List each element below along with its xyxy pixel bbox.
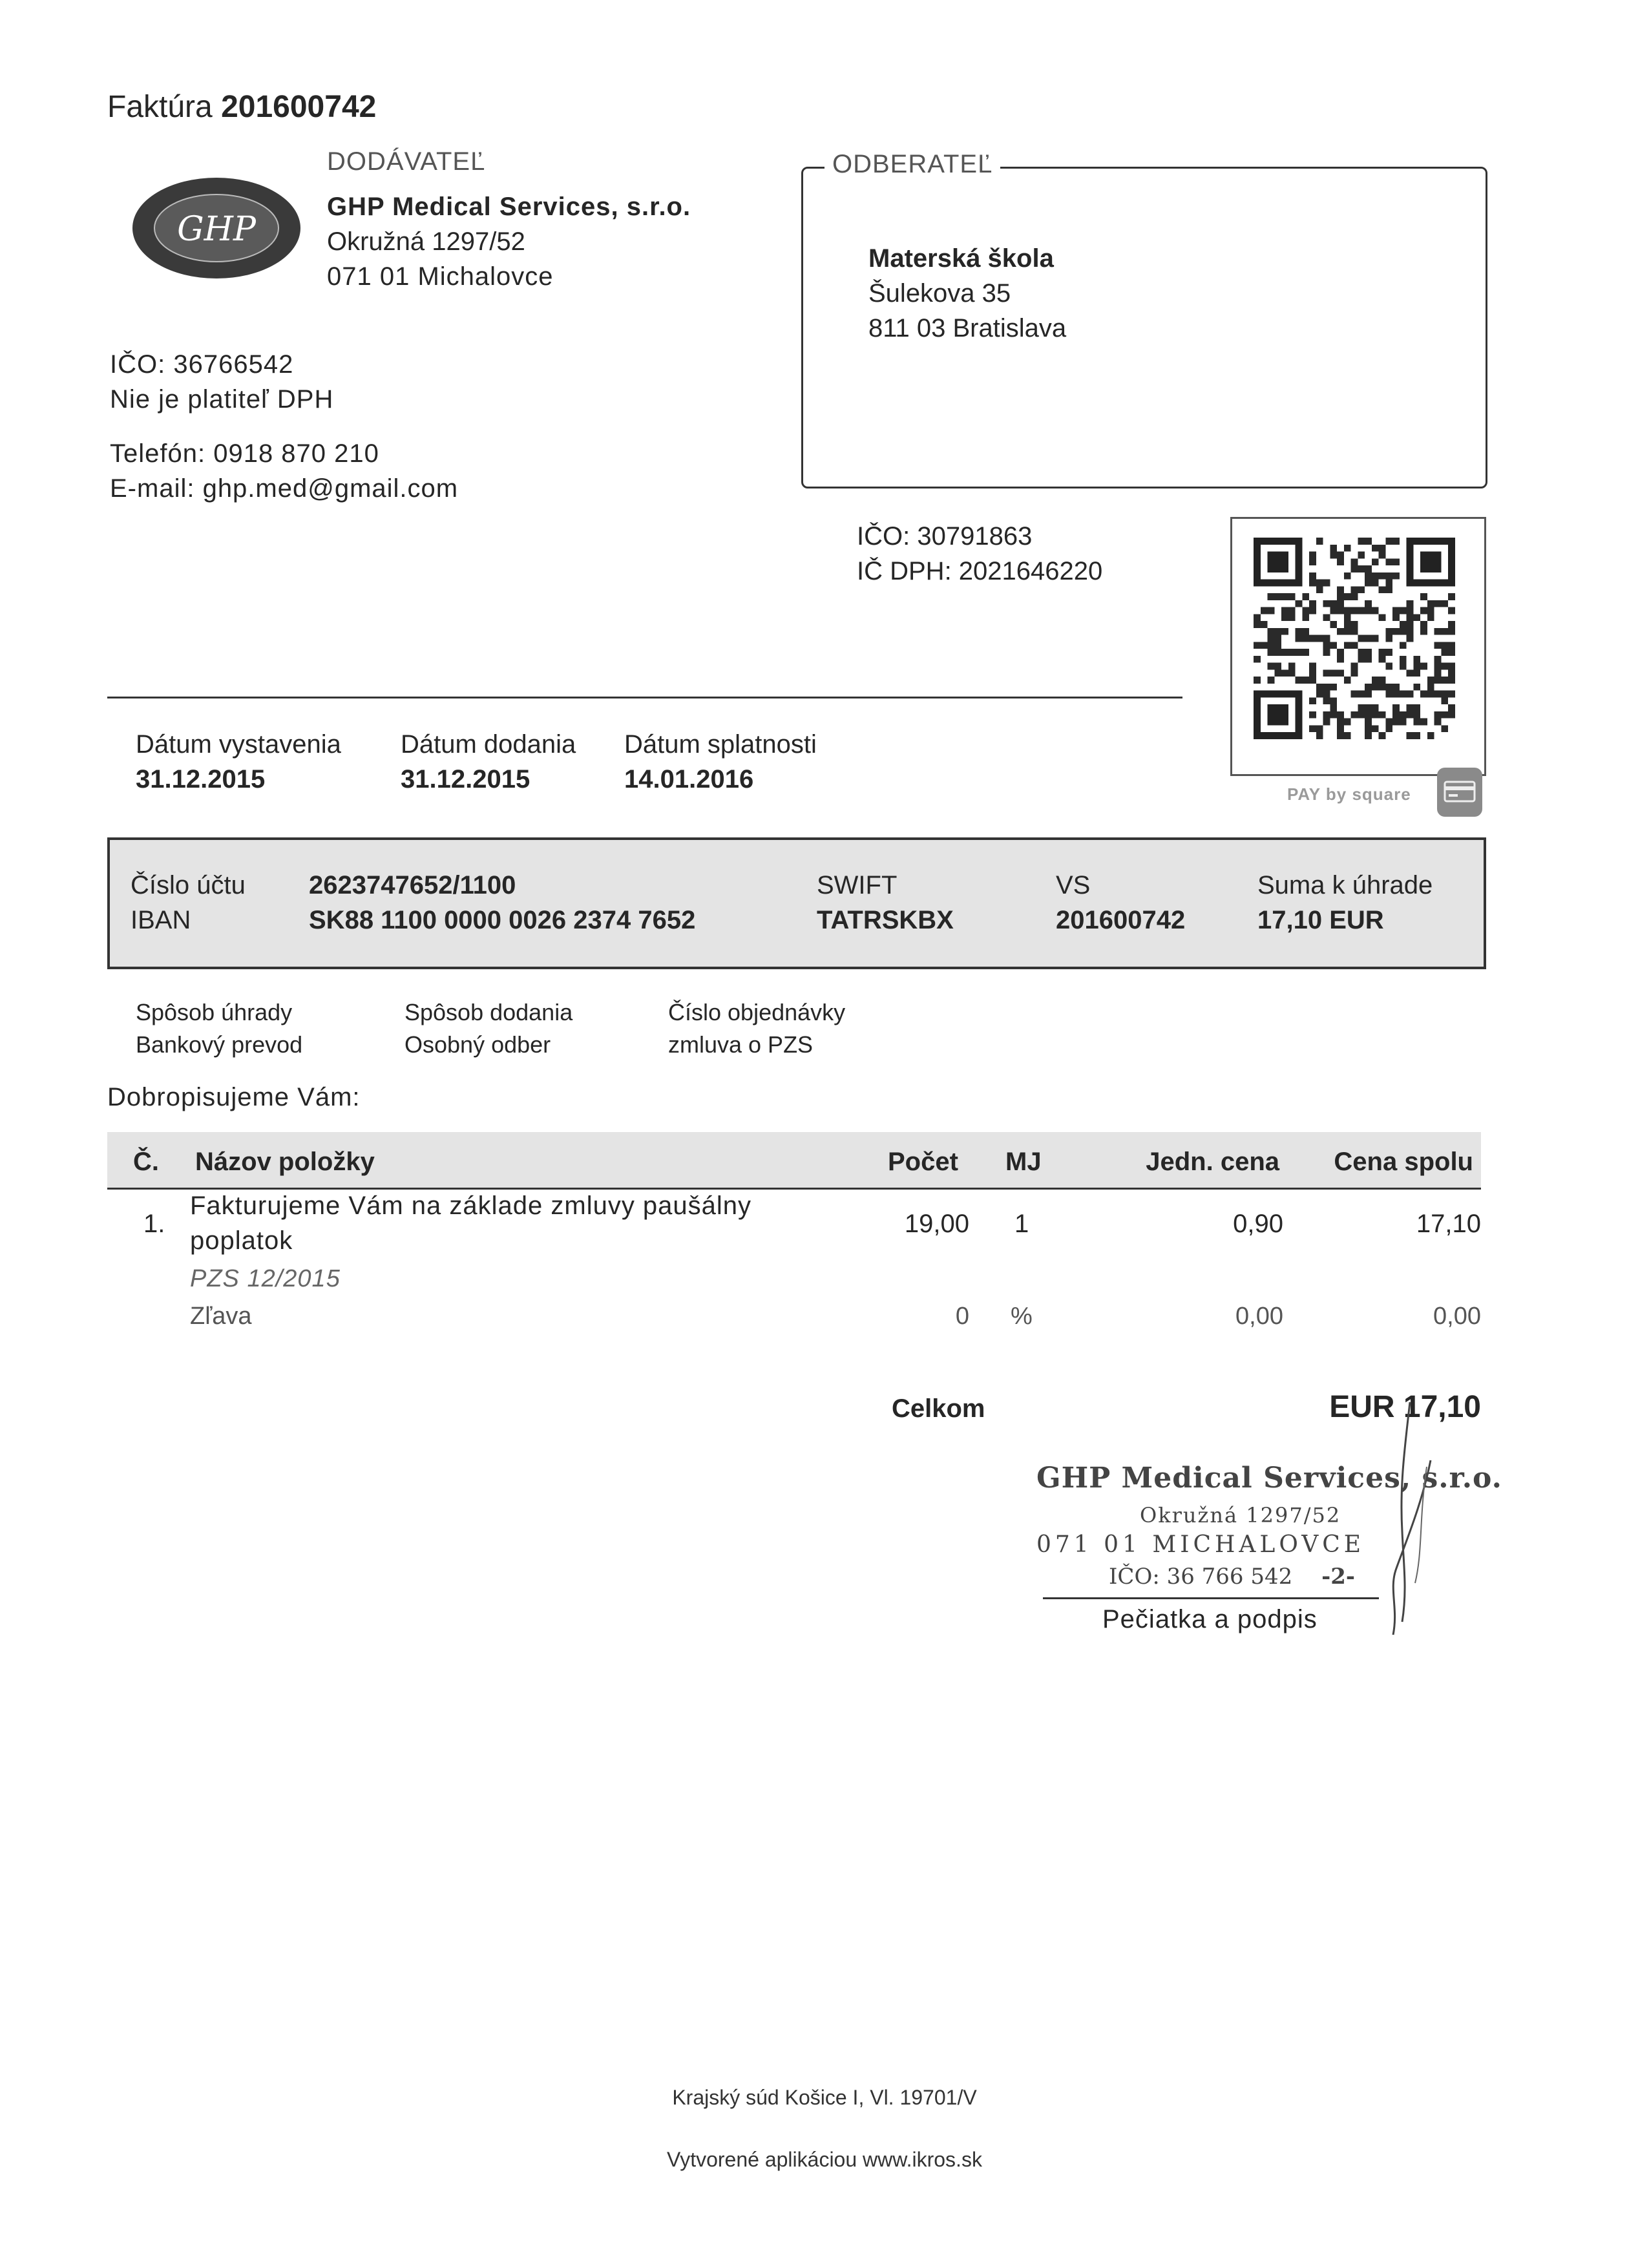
payment-method-label: Spôsob úhrady [136,999,293,1025]
invoice-number: 201600742 [221,90,377,124]
customer-city: 811 03 Bratislava [868,314,1067,342]
issue-date-label: Dátum vystavenia [136,730,341,759]
supplier-heading: DODÁVATEĽ [327,147,486,176]
total-currency: EUR [1329,1390,1395,1424]
qr-code-icon [1254,538,1455,739]
delivery-date-value: 31.12.2015 [401,765,530,793]
iban-label: IBAN [131,906,191,934]
total-label: Celkom [892,1394,985,1423]
customer-dic: IČ DPH: 2021646220 [857,557,1103,585]
col-unit-header: MJ [1005,1148,1042,1176]
delivery-method-value: Osobný odber [404,1031,551,1058]
issue-date-value: 31.12.2015 [136,765,266,793]
stamp-line4 [1109,1564,1355,1590]
item-unit: 1 [1014,1210,1029,1238]
discount-qty: 0 [955,1303,969,1330]
customer-name: Materská škola [868,244,1054,273]
sum-value: 17,10 EUR [1257,906,1384,934]
discount-label: Zľava [190,1303,252,1330]
customer-ico: IČO: 30791863 [857,522,1033,551]
pay-by-square-icon [1436,766,1484,818]
invoice-title [107,89,376,125]
header-divider [107,697,1182,698]
signature-label: Pečiatka a podpis [1102,1605,1318,1633]
supplier-vat-status: Nie je platiteľ DPH [110,385,334,414]
svg-text:GHP: GHP [177,210,256,249]
intro-text: Dobropisujeme Vám: [107,1083,361,1111]
vs-label: VS [1056,871,1091,899]
created-by: Vytvorené aplikáciou www.ikros.sk [667,2148,982,2171]
discount-unit: % [1011,1303,1033,1330]
stamp-line2: Okružná 1297/52 [1140,1503,1341,1528]
item-qty: 19,00 [904,1210,969,1238]
col-qty-header: Počet [888,1148,958,1176]
order-number-value: zmluva o PZS [668,1031,814,1058]
supplier-ico: IČO: 36766542 [110,350,294,379]
stamp-line3: 071 01 MICHALOVCE [1036,1531,1365,1558]
account-number: 2623747652/1100 [309,871,516,899]
item-total: 17,10 [1416,1210,1481,1238]
pay-by-square-label: PAY by square [1287,784,1411,804]
item-no: 1. [143,1210,165,1238]
due-date-label: Dátum splatnosti [624,730,817,759]
total-amount [1228,1389,1481,1425]
total-value: 17,10 [1403,1390,1481,1424]
swift-label: SWIFT [817,871,898,899]
sum-label: Suma k úhrade [1257,871,1433,899]
supplier-email: E-mail: ghp.med@gmail.com [110,474,459,503]
supplier-street: Okružná 1297/52 [327,227,525,256]
item-note: PZS 12/2015 [190,1265,341,1292]
account-label: Číslo účtu [131,871,246,899]
signature-mark [1376,1396,1441,1641]
col-price-header: Jedn. cena [1146,1148,1279,1176]
stamp-suffix: -2- [1321,1564,1355,1590]
supplier-city: 071 01 Michalovce [327,262,554,291]
customer-street: Šulekova 35 [868,279,1011,308]
court-registration: Krajský súd Košice I, Vl. 19701/V [672,2086,977,2109]
col-name-header: Názov položky [195,1148,375,1176]
invoice-title-label: Faktúra [107,90,213,124]
item-price: 0,90 [1233,1210,1283,1238]
delivery-date-label: Dátum dodania [401,730,576,759]
stamp-ico: IČO: 36 766 542 [1109,1564,1293,1590]
discount-price: 0,00 [1235,1303,1283,1330]
discount-total: 0,00 [1433,1303,1481,1330]
company-logo [129,173,304,283]
supplier-name: GHP Medical Services, s.r.o. [327,193,691,221]
customer-heading: ODBERATEĽ [824,150,1000,179]
payment-method-value: Bankový prevod [136,1031,303,1058]
order-number-label: Číslo objednávky [668,999,846,1025]
supplier-phone: Telefón: 0918 870 210 [110,439,379,468]
item-name-line2: poplatok [190,1226,293,1255]
signature-line [1043,1597,1379,1599]
col-total-header: Cena spolu [1334,1148,1473,1176]
vs-value: 201600742 [1056,906,1186,934]
item-name-line1: Fakturujeme Vám na základe zmluvy paušálny [190,1192,752,1220]
payment-box [107,837,1486,969]
swift-value: TATRSKBX [817,906,954,934]
col-no-header: Č. [133,1148,159,1176]
stamp-line1: GHP Medical Services, s.r.o. [1036,1462,1502,1495]
iban-value: SK88 1100 0000 0026 2374 7652 [309,906,696,934]
due-date-value: 14.01.2016 [624,765,754,793]
delivery-method-label: Spôsob dodania [404,999,573,1025]
